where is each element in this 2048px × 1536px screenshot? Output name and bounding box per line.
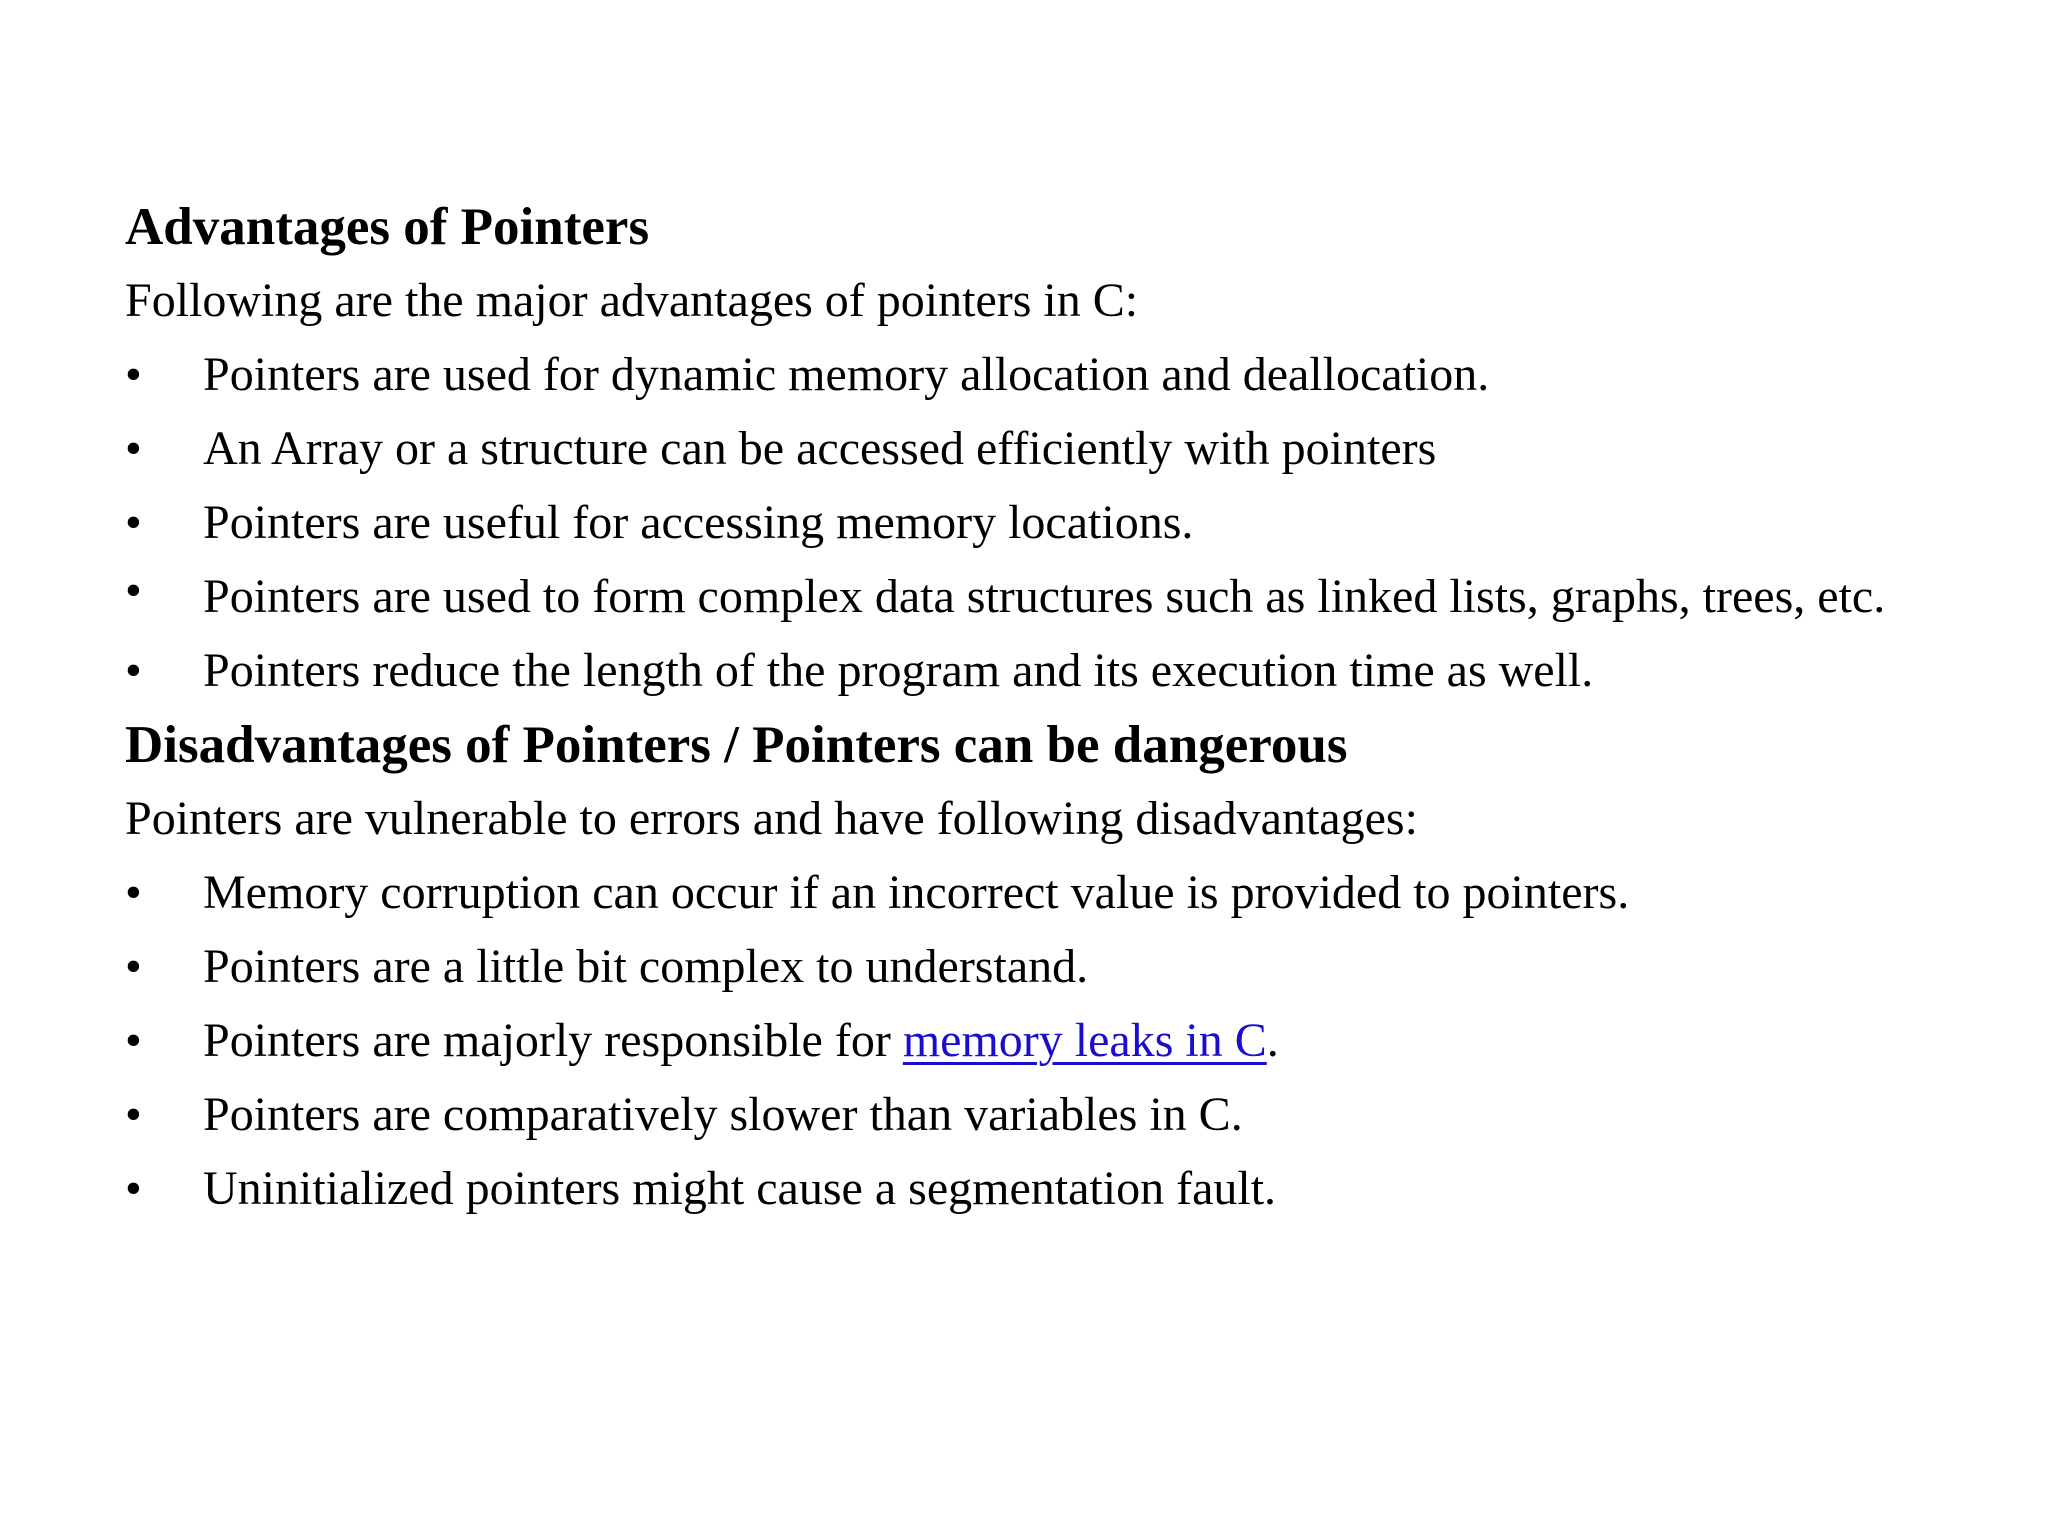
bullet-icon: •: [125, 348, 142, 401]
disadvantages-heading: Disadvantages of Pointers / Pointers can be dangerous: [125, 716, 1348, 774]
bullet-icon: •: [125, 866, 142, 919]
list-item-text: Pointers are used to form complex data structures such as linked lists, graphs, trees, etc.: [203, 570, 1886, 623]
bullet-icon: •: [125, 1014, 142, 1067]
bullet-icon: •: [125, 1162, 142, 1215]
bullet-icon: •: [125, 496, 142, 549]
list-item-text: Memory corruption can occur if an incorrect value is provided to pointers.: [203, 866, 1630, 919]
list-item-text: An Array or a structure can be accessed efficiently with pointers: [203, 422, 1437, 475]
list-item-text: Uninitialized pointers might cause a segmentation fault.: [203, 1162, 1277, 1215]
list-item-text: Pointers are comparatively slower than variables in C.: [203, 1088, 1243, 1141]
list-item: [125, 930, 1985, 1004]
bullet-icon: •: [125, 564, 142, 617]
list-item-text-suffix: .: [1266, 1014, 1279, 1067]
list-item: [125, 412, 1985, 486]
list-item: [125, 1152, 1985, 1226]
list-item: [125, 856, 1985, 930]
list-item: [125, 1004, 1985, 1078]
bullet-icon: •: [125, 422, 142, 475]
list-item-text: Pointers are used for dynamic memory allocation and deallocation.: [203, 348, 1490, 401]
bullet-icon: •: [125, 940, 142, 993]
bullet-icon: •: [125, 1088, 142, 1141]
list-item-text: Pointers reduce the length of the program and its execution time as well.: [203, 644, 1594, 697]
list-item: [125, 560, 1985, 634]
list-item: [125, 634, 1985, 708]
list-item: [125, 338, 1985, 412]
list-item-text-prefix: Pointers are majorly responsible for: [203, 1014, 903, 1067]
slide-content: [125, 190, 1985, 1226]
memory-leaks-link[interactable]: memory leaks in C: [902, 1014, 1267, 1067]
advantages-intro: Following are the major advantages of pointers in C:: [125, 274, 1139, 327]
list-item: [125, 1078, 1985, 1152]
bullet-icon: •: [125, 644, 142, 697]
advantages-heading: Advantages of Pointers: [125, 198, 650, 256]
disadvantages-intro: Pointers are vulnerable to errors and have following disadvantages:: [125, 792, 1418, 845]
list-item-text: Pointers are a little bit complex to understand.: [203, 940, 1089, 993]
advantages-list: [125, 338, 1985, 708]
disadvantages-list: [125, 856, 1985, 1226]
list-item-text: Pointers are useful for accessing memory locations.: [203, 496, 1194, 549]
list-item: [125, 486, 1985, 560]
